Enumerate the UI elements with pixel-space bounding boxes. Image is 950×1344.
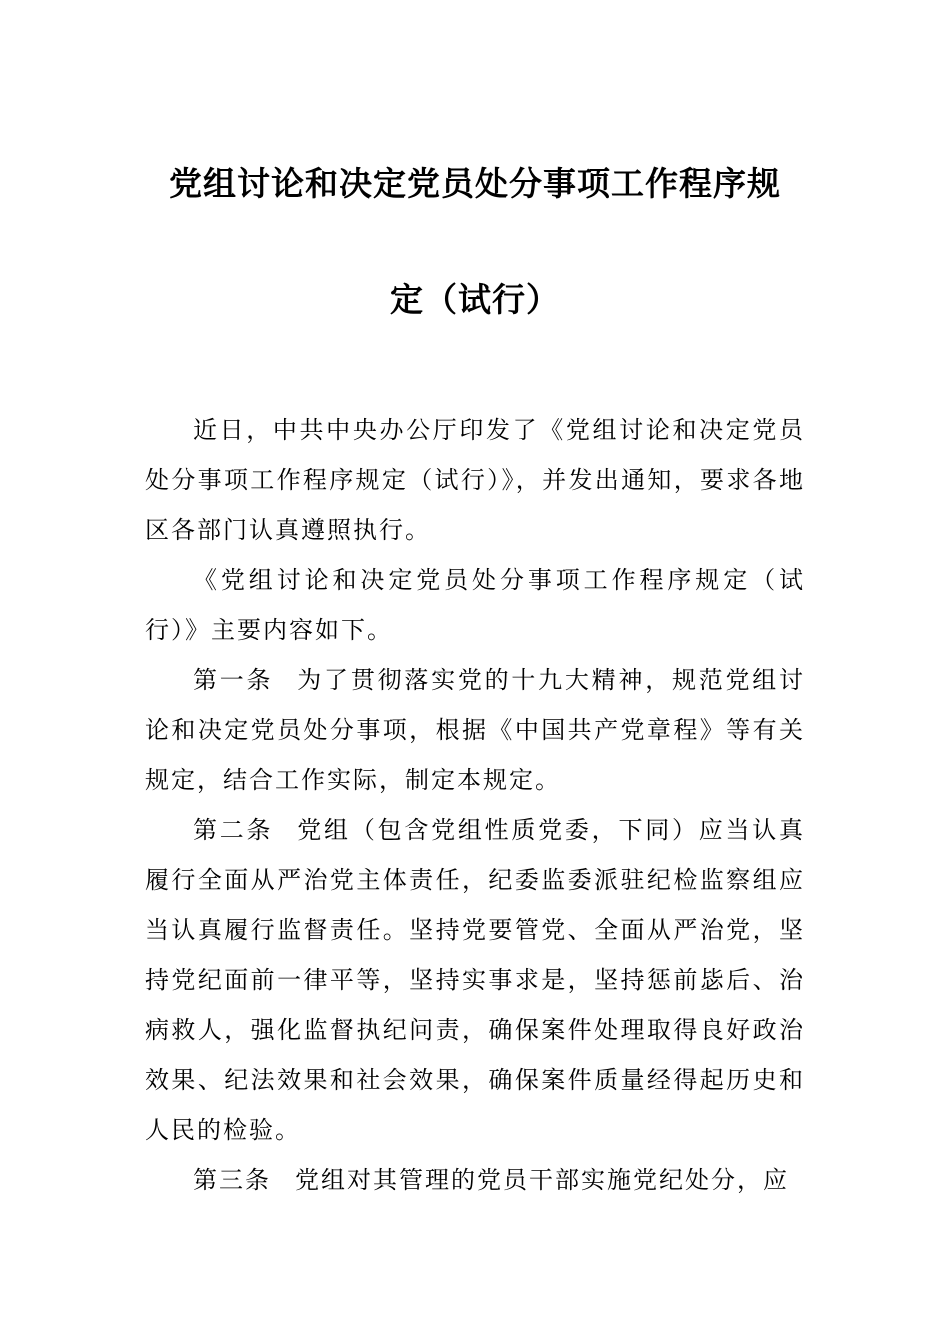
article-label: 第一条 [193, 666, 274, 694]
intro-paragraph [145, 405, 805, 555]
article-3-paragraph [145, 1155, 805, 1205]
article-label: 第三条 [193, 1166, 271, 1194]
document-body [145, 405, 805, 1205]
summary-paragraph [145, 555, 805, 655]
paragraph-text: 党组对其管理的党员干部实施党纪处分，应 [295, 1166, 789, 1194]
paragraph-text: 《党组讨论和决定党员处分事项工作程序规定（试行）》主要内容如下。 [145, 566, 805, 644]
article-2-paragraph [145, 805, 805, 1155]
paragraph-text: 党组（包含党组性质党委，下同）应当认真履行全面从严治党主体责任，纪委监委派驻纪检监察组应当认真履行监督责任。坚持党要管党、全面从严治党，坚持党纪面前一律平等，坚持实事求是，坚持惩前毖后、治病救人，强化监督执纪问责，确保案件处理取得良好政治效果、纪法效果和社会效果，确保案件质量经得起历史和人民的检验。 [145, 816, 806, 1144]
document-title-line-2: 定（试行） [390, 280, 560, 319]
article-1-paragraph [145, 655, 805, 805]
paragraph-text: 近日，中共中央办公厅印发了《党组讨论和决定党员处分事项工作程序规定（试行）》，并发出通知，要求各地区各部门认真遵照执行。 [145, 416, 805, 544]
paragraph-text: 为了贯彻落实党的十九大精神，规范党组讨论和决定党员处分事项，根据《中国共产党章程》等有关规定，结合工作实际，制定本规定。 [145, 666, 806, 794]
article-label: 第二条 [193, 816, 274, 844]
document-title-line-1: 党组讨论和决定党员处分事项工作程序规 [169, 164, 781, 203]
